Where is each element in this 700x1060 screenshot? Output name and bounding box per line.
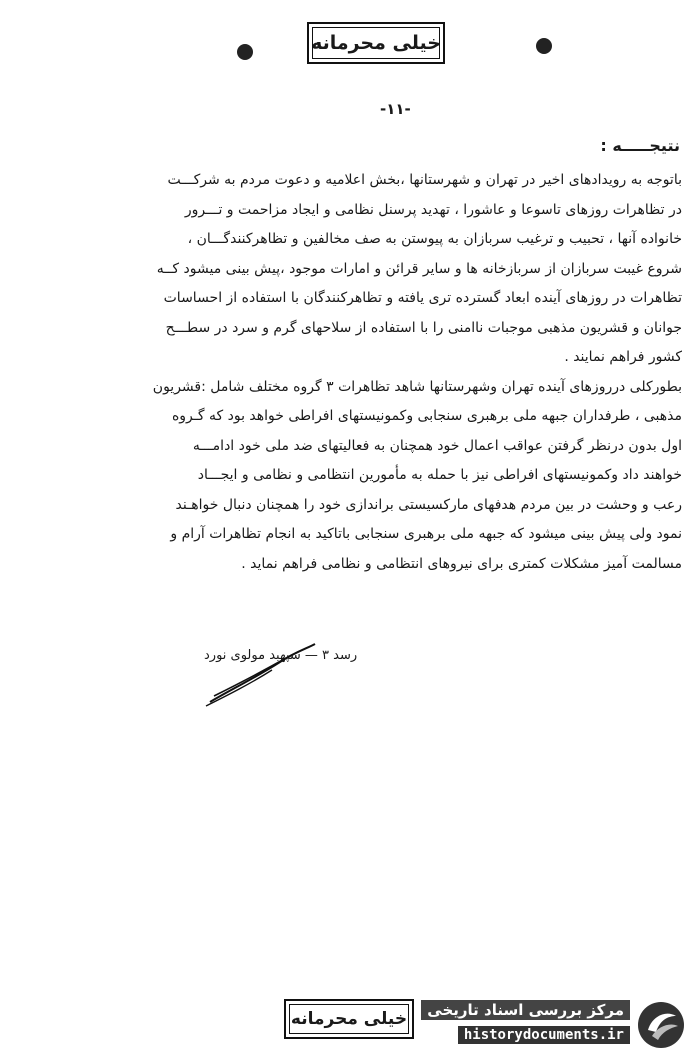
classification-stamp-bottom [284,999,414,1039]
classification-stamp-text: خیلی محرمانه [290,1009,408,1029]
body-line: خانواده آنها ، تحبیب و ترغیب سربازان به پیوستن به صف مخالفین و تظاهرکنندگـــان ، [187,231,682,247]
body-line: نمود ولی پیش بینی میشود که جبهه ملی برهبری سنجابی باتاکید به انجام تظاهرات آرام و [170,526,682,542]
page-number: -۱۱- [380,100,411,118]
body-line: خواهند داد وکمونیستهای افراطی نیز با حمله به مأمورین انتظامی و نظامی و ایجـــاد [197,467,682,483]
body-line: در تظاهرات روزهای تاسوعا و عاشورا ، تهدید پرسنل نظامی و ایجاد مزاحمت و تـــرور [184,201,682,218]
handwritten-signature [200,640,320,710]
archive-watermark [420,996,690,1056]
punch-hole-right [536,38,552,54]
body-line: بطورکلی درروزهای آینده تهران وشهرستانها شاهد تظاهرات ۳ گروه مختلف شامل :قشریون [152,378,682,395]
body-line: تظاهرات در روزهای آینده ابعاد گسترده تری یافته و تظاهرکنندگان با استفاده از احساسات [163,290,682,306]
body-text [30,166,682,579]
body-line: اول بدون درنظر گرفتن عواقب اعمال خود همچنان به فعالیتهای ضد ملی خود ادامـــه [192,437,682,454]
classification-stamp-text: خیلی محرمانه [311,32,441,54]
body-line: مذهبی ، طرفداران جبهه ملی برهبری سنجابی وکمونیستهای افراطی خواهد بود که گـروه [171,408,682,424]
watermark-title: مرکز بررسی اسناد تاریخی [421,1000,630,1020]
classification-stamp-top [307,22,445,64]
watermark-url: historydocuments.ir [458,1026,630,1044]
body-line: کشور فراهم نمایند . [564,349,682,365]
body-line: مسالمت آمیز مشکلات کمتری برای نیروهای انتظامی و نظامی فراهم نماید . [241,555,682,572]
archive-logo-icon [636,1000,686,1050]
section-heading: نتیجـــــه : [600,136,680,155]
signature-label: رسد ۳ — سپهبد مولوی نورد [204,648,358,663]
body-line: شروع غیبت سربازان از سربازخانه ها و سایر قرائن و امارات موجود ،پیش بینی میشود کــه [156,260,682,277]
body-line: باتوجه به رویدادهای اخیر در تهران و شهرستانها ،بخش اعلامیه و دعوت مردم به شرکـــت [167,172,682,188]
punch-hole-left [237,44,253,60]
body-line: رعب و وحشت در بین مردم هدفهای مارکسیستی براندازی خود را همچنان دنبال خواهـند [175,496,682,513]
body-line: جوانان و قشریون مذهبی موجبات ناامنی را با استفاده از سلاحهای گرم و سرد در سطـــح [165,319,682,336]
